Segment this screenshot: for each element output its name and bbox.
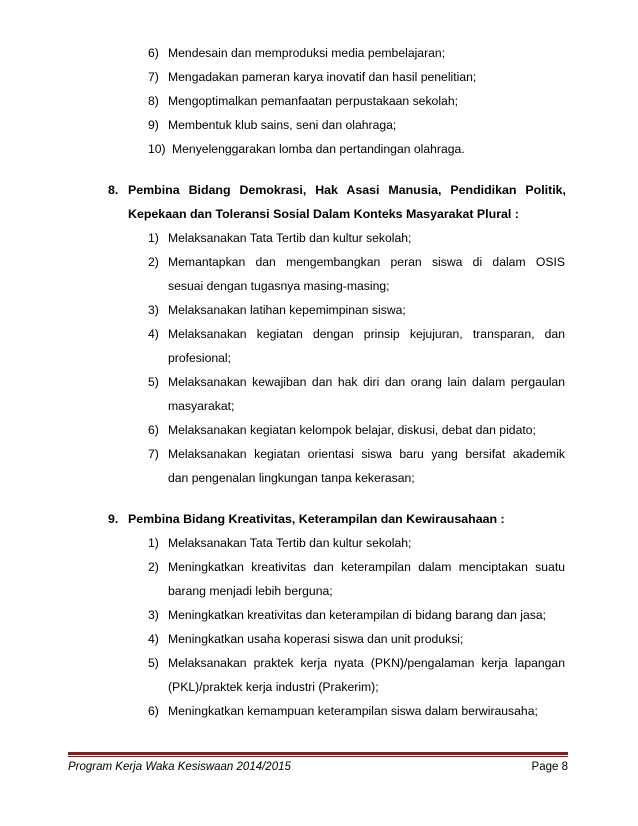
list-item-text: Melaksanakan Tata Tertib dan kultur sekolah; bbox=[168, 536, 412, 550]
list-item-text: Menyelenggarakan lomba dan pertandingan olahraga. bbox=[172, 142, 465, 156]
list-item-number: 1) bbox=[148, 231, 159, 245]
list-item-number: 2) bbox=[148, 560, 159, 574]
footer-document-title: Program Kerja Waka Kesiswaan 2014/2015 bbox=[68, 761, 291, 773]
list-item-text: Melaksanakan kegiatan dengan prinsip kejujuran, transparan, dan bbox=[168, 327, 565, 341]
list-item-number: 7) bbox=[148, 70, 159, 84]
list-item-text: Meningkatkan kreativitas dan keterampilan dalam menciptakan suatu bbox=[168, 560, 565, 574]
list-item-number: 6) bbox=[148, 704, 159, 718]
list-item-text: Mengoptimalkan pemanfaatan perpustakaan sekolah; bbox=[168, 94, 458, 108]
list-item-text: profesional; bbox=[168, 351, 232, 365]
list-item-number: 4) bbox=[148, 327, 159, 341]
section-number: 9. bbox=[108, 512, 119, 526]
section-heading: Pembina Bidang Kreativitas, Keterampilan dan Kewirausahaan : bbox=[128, 512, 505, 526]
list-item-text: Melaksanakan kegiatan kelompok belajar, diskusi, debat dan pidato; bbox=[168, 423, 536, 437]
list-item-number: 8) bbox=[148, 94, 159, 108]
list-item-text: Mengadakan pameran karya inovatif dan hasil penelitian; bbox=[168, 70, 477, 84]
section-heading: Pembina Bidang Demokrasi, Hak Asasi Manusia, Pendidikan Politik, bbox=[128, 183, 566, 197]
list-item-text: Membentuk klub sains, seni dan olahraga; bbox=[168, 118, 397, 132]
list-item-number: 7) bbox=[148, 447, 159, 461]
list-item-number: 3) bbox=[148, 608, 159, 622]
footer-page-number: Page 8 bbox=[531, 761, 568, 773]
list-item-text: Memantapkan dan mengembangkan peran siswa di dalam OSIS bbox=[168, 255, 565, 269]
footer-divider bbox=[68, 752, 568, 755]
list-item-number: 10) bbox=[148, 142, 166, 156]
list-item-text: Melaksanakan kewajiban dan hak diri dan orang lain dalam pergaulan bbox=[168, 375, 565, 389]
list-item-number: 2) bbox=[148, 255, 159, 269]
list-item-number: 9) bbox=[148, 118, 159, 132]
section-heading: Kepekaan dan Toleransi Sosial Dalam Konteks Masyarakat Plural : bbox=[128, 207, 519, 221]
list-item-text: dan pengenalan lingkungan tanpa kekerasan; bbox=[168, 471, 415, 485]
list-item-text: masyarakat; bbox=[168, 399, 235, 413]
list-item-number: 1) bbox=[148, 536, 159, 550]
list-item-number: 6) bbox=[148, 423, 159, 437]
list-item-number: 4) bbox=[148, 632, 159, 646]
list-item-number: 6) bbox=[148, 46, 159, 60]
list-item-text: Melaksanakan praktek kerja nyata (PKN)/pengalaman kerja lapangan bbox=[168, 656, 565, 670]
list-item-text: Meningkatkan kreativitas dan keterampilan di bidang barang dan jasa; bbox=[168, 608, 547, 622]
list-item-text: Meningkatkan kemampuan keterampilan siswa dalam berwirausaha; bbox=[168, 704, 538, 718]
list-item-number: 5) bbox=[148, 656, 159, 670]
list-item-text: sesuai dengan tugasnya masing-masing; bbox=[168, 279, 390, 293]
list-item-text: Mendesain dan memproduksi media pembelajaran; bbox=[168, 46, 446, 60]
list-item-text: Meningkatkan usaha koperasi siswa dan unit produksi; bbox=[168, 632, 464, 646]
list-item-number: 5) bbox=[148, 375, 159, 389]
section-number: 8. bbox=[108, 183, 119, 197]
list-item-text: barang menjadi lebih berguna; bbox=[168, 584, 333, 598]
list-item-text: Melaksanakan latihan kepemimpinan siswa; bbox=[168, 303, 406, 317]
list-item-text: Melaksanakan kegiatan orientasi siswa baru yang bersifat akademik bbox=[168, 447, 565, 461]
list-item-number: 3) bbox=[148, 303, 159, 317]
footer-divider bbox=[68, 756, 568, 757]
list-item-text: Melaksanakan Tata Tertib dan kultur sekolah; bbox=[168, 231, 412, 245]
list-item-text: (PKL)/praktek kerja industri (Prakerim); bbox=[168, 680, 379, 694]
